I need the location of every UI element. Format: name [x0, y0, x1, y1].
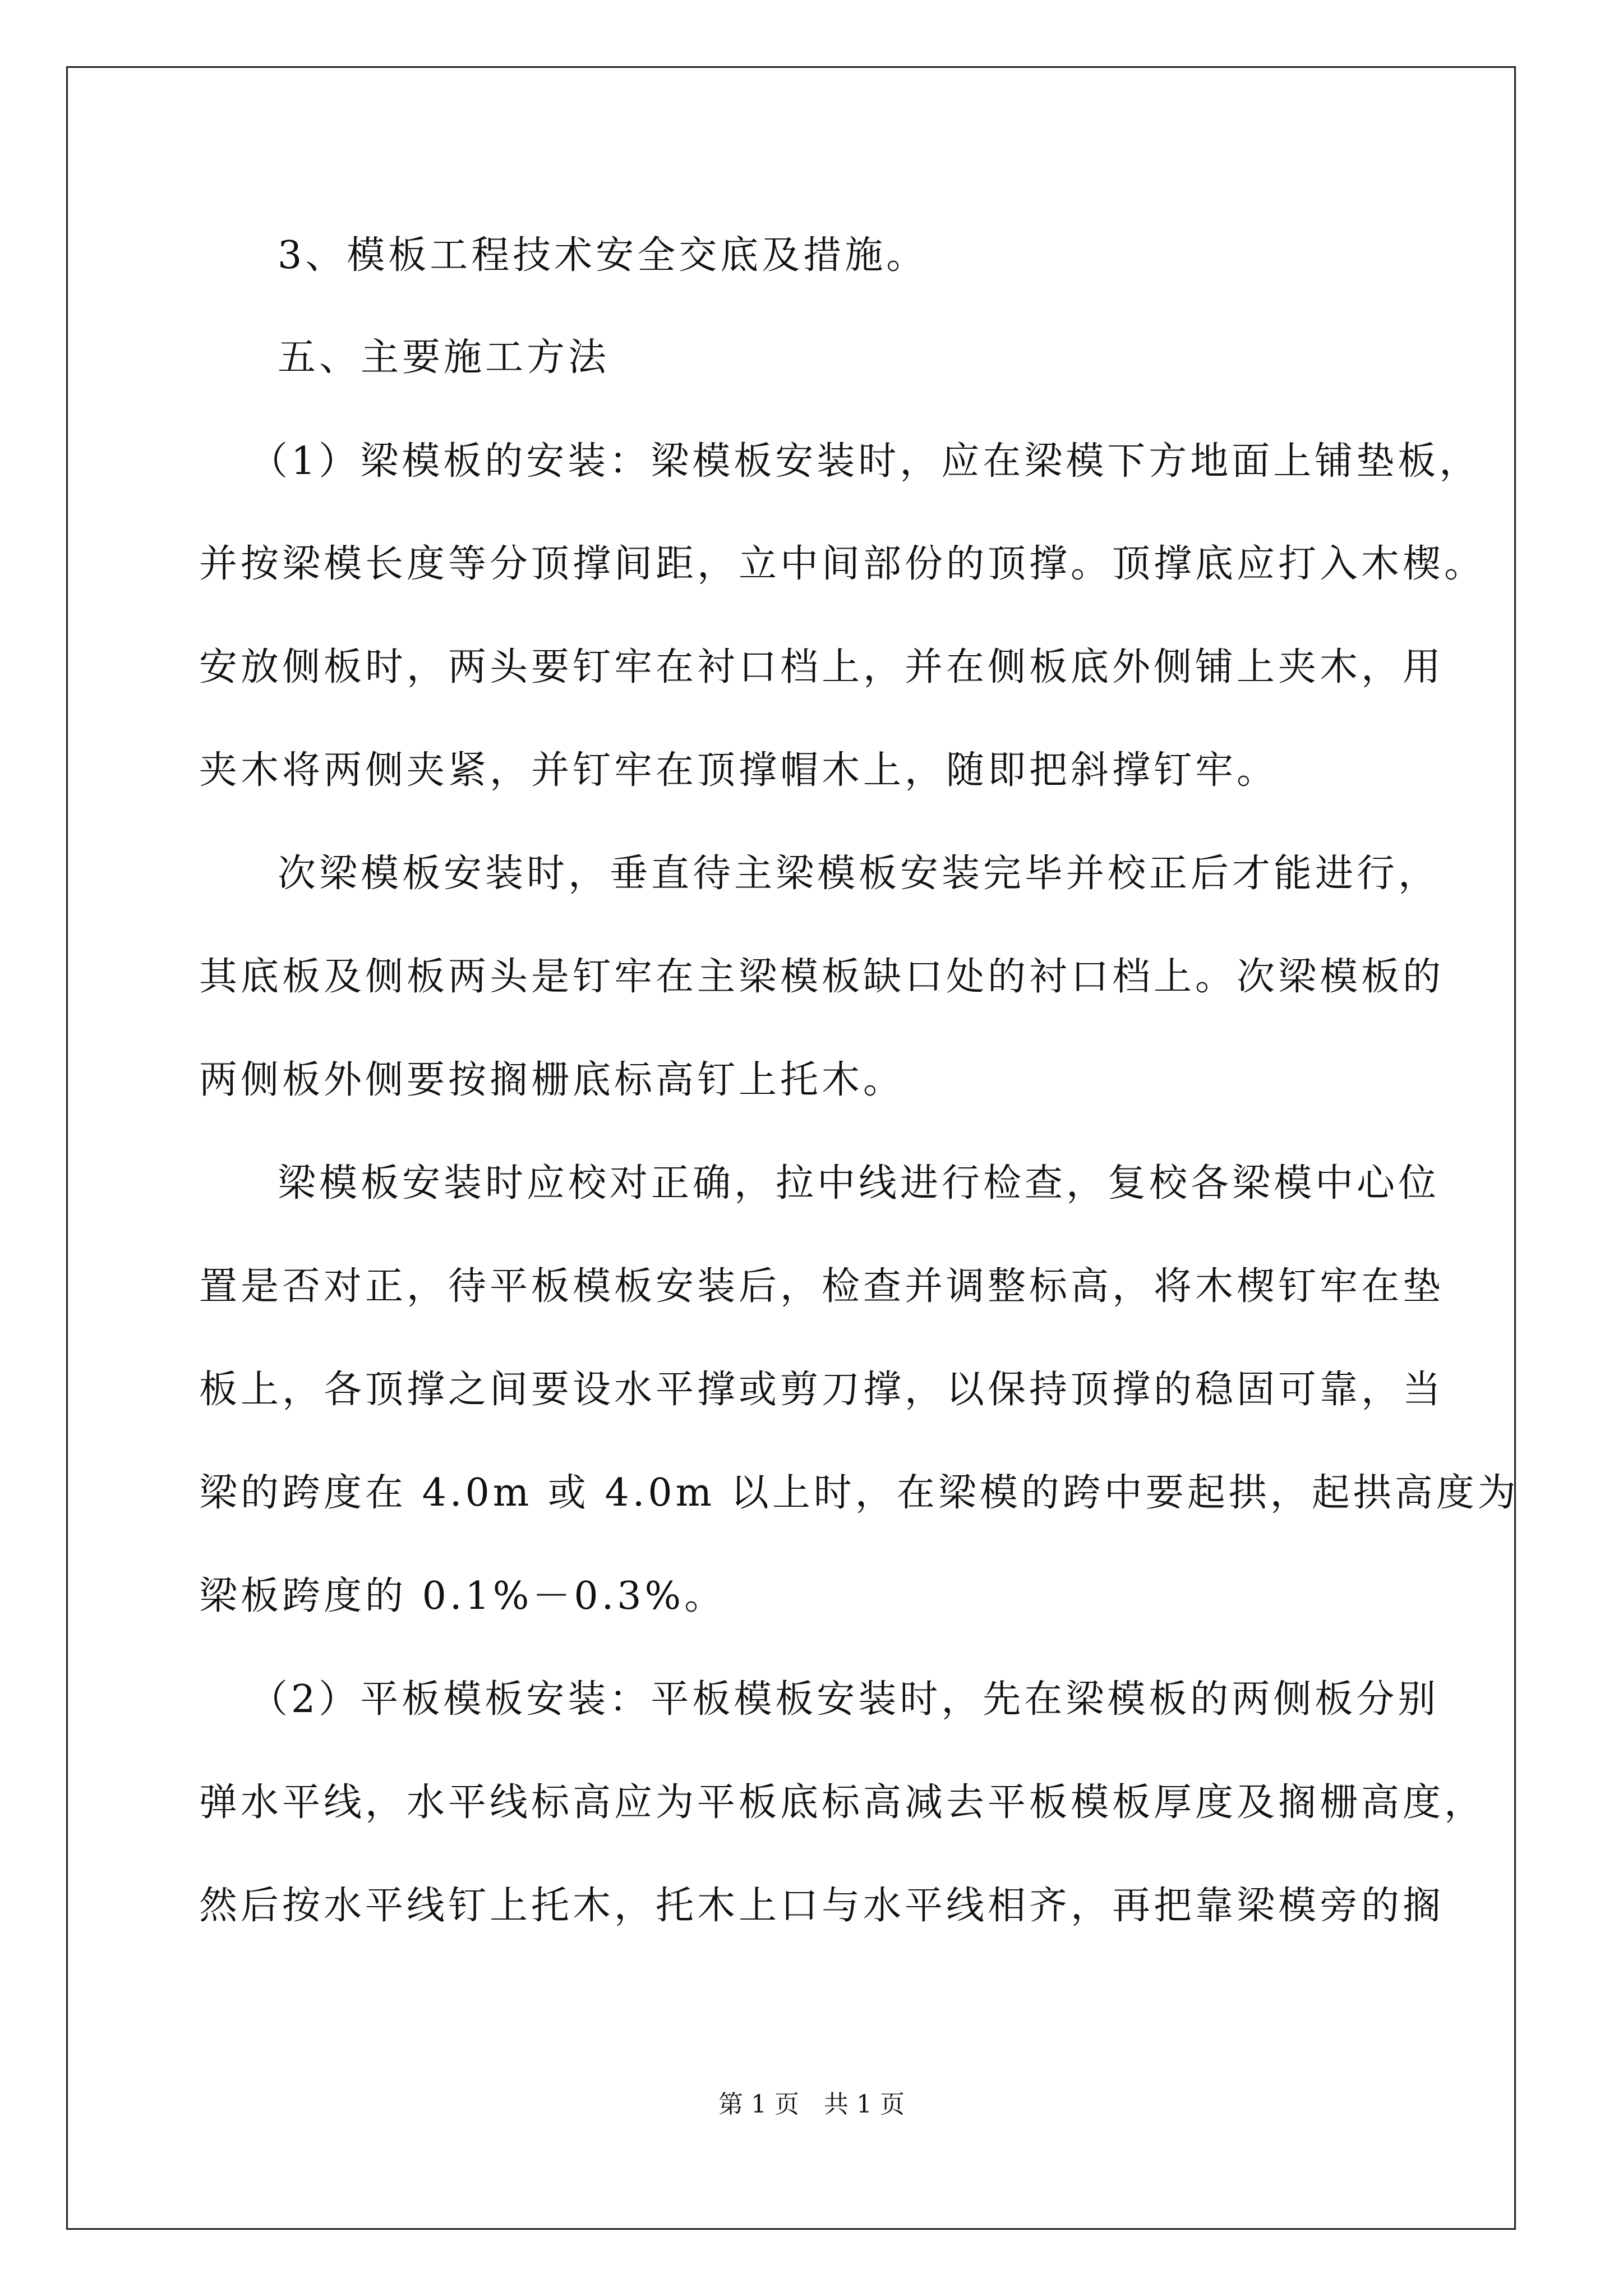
text-line: （1）梁模板的安装：梁模板安装时，应在梁模下方地面上铺垫板， — [250, 439, 1481, 484]
text-line: 梁的跨度在 4.0m 或 4.0m 以上时，在梁模的跨中要起拱，起拱高度为 — [199, 1471, 1519, 1515]
text-line: 置是否对正，待平板模板安装后，检查并调整标高，将木楔钉牢在垫 — [199, 1264, 1445, 1309]
text-line: 安放侧板时，两头要钉牢在衬口档上，并在侧板底外侧铺上夹木，用 — [199, 645, 1445, 689]
section-heading: 五、主要施工方法 — [278, 335, 610, 380]
page-footer: 第 1 页 共 1 页 — [718, 2090, 905, 2119]
text-line: 夹木将两侧夹紧，并钉牢在顶撑帽木上，随即把斜撑钉牢。 — [199, 748, 1279, 793]
text-line: 弹水平线，水平线标高应为平板底标高减去平板模板厚度及搁栅高度， — [199, 1780, 1486, 1825]
text-line: 然后按水平线钉上托木，托木上口与水平线相齐，再把靠梁模旁的搁 — [199, 1884, 1445, 1928]
text-line: 次梁模板安装时，垂直待主梁模板安装完毕并校正后才能进行， — [278, 852, 1440, 896]
text-line: 并按梁模长度等分顶撑间距，立中间部份的顶撑。顶撑底应打入木楔。 — [199, 542, 1486, 586]
text-line: 两侧板外侧要按搁栅底标高钉上托木。 — [199, 1058, 905, 1102]
text-line: 其底板及侧板两头是钉牢在主梁模板缺口处的衬口档上。次梁模板的 — [199, 955, 1445, 999]
text-line: 板上，各顶撑之间要设水平撑或剪刀撑，以保持顶撑的稳固可靠，当 — [199, 1368, 1445, 1412]
text-line: （2）平板模板安装：平板模板安装时，先在梁模板的两侧板分别 — [250, 1677, 1440, 1722]
text-line: 梁板跨度的 0.1%－0.3%。 — [199, 1574, 726, 1618]
text-line: 3、模板工程技术安全交底及措施。 — [278, 233, 928, 278]
text-line: 梁模板安装时应校对正确，拉中线进行检查，复校各梁模中心位 — [278, 1161, 1440, 1205]
